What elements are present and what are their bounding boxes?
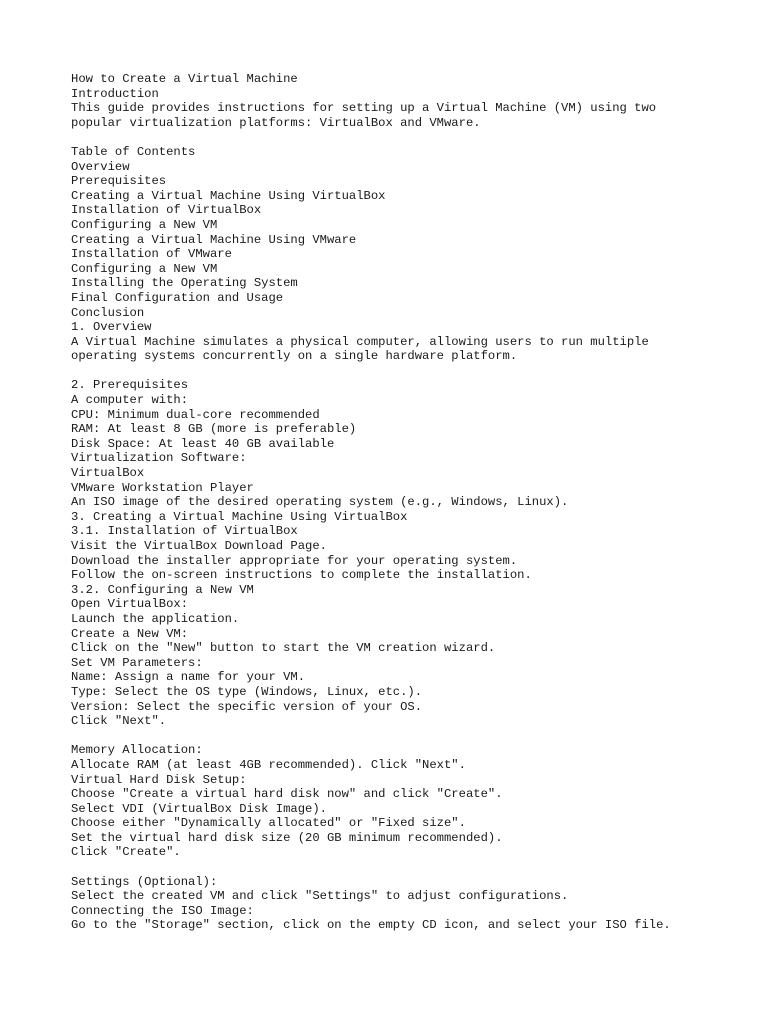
- text-line: Go to the "Storage" section, click on the empty CD icon, and select your ISO file.: [71, 918, 671, 933]
- text-line: Name: Assign a name for your VM.: [71, 670, 306, 685]
- text-line: Visit the VirtualBox Download Page.: [71, 539, 327, 553]
- text-line: Download the installer appropriate for your operating system.: [71, 553, 518, 568]
- blank-line: [71, 364, 751, 379]
- document-title: How to Create a Virtual Machine: [71, 72, 298, 86]
- text-line: popular virtualization platforms: VirtualBox and VMware.: [71, 115, 481, 130]
- toc-item: Installation of VirtualBox: [71, 203, 262, 218]
- section-heading-prerequisites: 2. Prerequisites: [71, 378, 189, 393]
- text-line: Settings (Optional):: [71, 874, 218, 889]
- text-line: CPU: Minimum dual-core recommended: [71, 407, 320, 422]
- text-line: Version: Select the specific version of your OS.: [71, 699, 423, 714]
- text-line: Choose either "Dynamically allocated" or "Fixed size".: [71, 816, 466, 831]
- toc-item: Conclusion: [71, 305, 145, 320]
- text-line: A Virtual Machine simulates a physical computer, allowing users to run multiple: [71, 334, 649, 349]
- text-line: Launch the application.: [71, 611, 240, 626]
- text-line: VMware Workstation Player: [71, 480, 254, 495]
- text-line: Open VirtualBox:: [71, 597, 189, 612]
- text-line: operating systems concurrently on a single hardware platform.: [71, 349, 518, 364]
- text-line: Click "Next".: [71, 714, 167, 729]
- blank-line: [71, 130, 751, 145]
- text-line: This guide provides instructions for setting up a Virtual Machine (VM) using two: [71, 101, 657, 116]
- text-line: Virtualization Software:: [71, 451, 247, 466]
- text-line: Select VDI (VirtualBox Disk Image).: [71, 801, 327, 816]
- subsection-heading-configuring: 3.2. Configuring a New VM: [71, 582, 254, 597]
- blank-line: [71, 860, 751, 875]
- text-line: Connecting the ISO Image:: [71, 903, 254, 918]
- text-line: Disk Space: At least 40 GB available: [71, 436, 335, 451]
- text-line: Select the created VM and click "Settings" to adjust configurations.: [71, 889, 569, 904]
- section-heading-virtualbox: 3. Creating a Virtual Machine Using VirtualBox: [71, 509, 408, 524]
- text-line: Follow the on-screen instructions to complete the installation.: [71, 568, 532, 583]
- toc-item: Installing the Operating System: [71, 276, 298, 291]
- text-line: A computer with:: [71, 393, 189, 408]
- document-page: [71, 72, 751, 933]
- text-line: Virtual Hard Disk Setup:: [71, 772, 247, 787]
- toc-item: Configuring a New VM: [71, 217, 218, 232]
- toc-item: Installation of VMware: [71, 247, 232, 262]
- text-line: An ISO image of the desired operating system (e.g., Windows, Linux).: [71, 495, 569, 510]
- text-line: RAM: At least 8 GB (more is preferable): [71, 422, 357, 437]
- section-heading-introduction: Introduction: [71, 86, 159, 101]
- text-line: Create a New VM:: [71, 626, 189, 641]
- text-line: Set the virtual hard disk size (20 GB minimum recommended).: [71, 830, 503, 845]
- subsection-heading-installation: 3.1. Installation of VirtualBox: [71, 524, 298, 539]
- text-line: Click "Create".: [71, 845, 181, 860]
- text-line: Set VM Parameters:: [71, 655, 203, 670]
- text-line: Type: Select the OS type (Windows, Linux, etc.).: [71, 684, 423, 699]
- text-line: Choose "Create a virtual hard disk now" and click "Create".: [71, 787, 503, 802]
- text-line: Allocate RAM (at least 4GB recommended). Click "Next".: [71, 757, 466, 772]
- toc-heading: Table of Contents: [71, 144, 196, 159]
- toc-item: Creating a Virtual Machine Using VMware: [71, 232, 357, 247]
- text-line: Memory Allocation:: [71, 743, 203, 758]
- toc-item: Overview: [71, 159, 130, 174]
- section-heading-overview: 1. Overview: [71, 320, 152, 335]
- blank-line: [71, 729, 751, 744]
- toc-item: Configuring a New VM: [71, 261, 218, 276]
- text-line: VirtualBox: [71, 466, 145, 481]
- toc-item: Prerequisites: [71, 174, 167, 189]
- toc-item: Creating a Virtual Machine Using VirtualBox: [71, 188, 386, 203]
- text-line: Click on the "New" button to start the VM creation wizard.: [71, 641, 496, 656]
- toc-item: Final Configuration and Usage: [71, 290, 284, 305]
